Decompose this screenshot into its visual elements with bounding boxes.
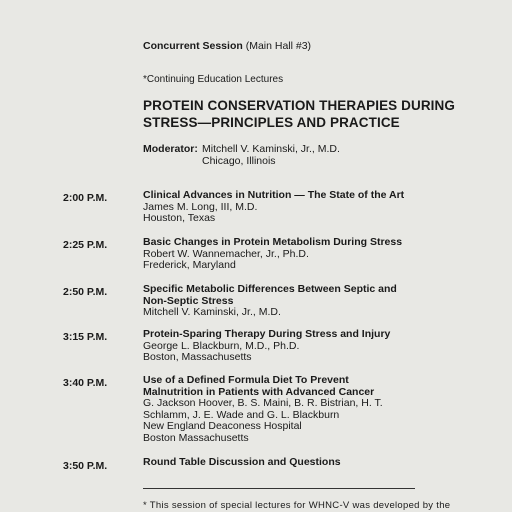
session-label: Concurrent Session — [143, 40, 243, 52]
footnote-divider — [143, 488, 415, 489]
moderator-block — [143, 143, 340, 167]
schedule-item — [143, 190, 404, 225]
talk-speaker: Robert W. Wannemacher, Jr., Ph.D. — [143, 247, 309, 260]
schedule-time: 3:40 P.M. — [63, 377, 108, 389]
talk-speaker: James M. Long, III, M.D. — [143, 200, 258, 213]
talk-title: Clinical Advances in Nutrition — The State of the Art — [143, 189, 405, 201]
talk-institution: New England Deaconess Hospital — [143, 420, 302, 432]
session-heading — [143, 40, 311, 52]
session-hall: (Main Hall #3) — [242, 40, 312, 52]
talk-title: Non-Septic Stress — [143, 294, 234, 307]
footnote: * This session of special lectures for WHNC-V was developed by the — [143, 500, 451, 511]
talk-location: Boston, Massachusetts — [143, 351, 252, 363]
talk-title: Round Table Discussion and Questions — [143, 456, 341, 468]
session-title-line: PROTEIN CONSERVATION THERAPIES DURING — [143, 98, 455, 113]
talk-title: Specific Metabolic Differences Between Septic and — [143, 283, 397, 295]
talk-location: Houston, Texas — [143, 212, 216, 224]
moderator-label: Moderator: — [143, 143, 198, 155]
schedule-time: 3:15 P.M. — [63, 331, 108, 343]
moderator-name: Mitchell V. Kaminski, Jr., M.D. — [202, 143, 340, 155]
schedule-time: 2:25 P.M. — [63, 239, 108, 251]
session-title-line: STRESS—PRINCIPLES AND PRACTICE — [143, 115, 400, 130]
talk-authors: G. Jackson Hoover, B. S. Maini, B. R. Bistrian, H. T. — [143, 397, 383, 409]
talk-location: Frederick, Maryland — [143, 259, 236, 271]
continuing-education-note: *Continuing Education Lectures — [143, 74, 284, 85]
schedule-time: 2:00 P.M. — [63, 192, 108, 204]
schedule-item — [143, 284, 397, 319]
talk-title: Basic Changes in Protein Metabolism During Stress — [143, 236, 403, 248]
schedule-item — [143, 457, 341, 469]
talk-speaker: Mitchell V. Kaminski, Jr., M.D. — [143, 306, 281, 318]
moderator-location: Chicago, Illinois — [202, 154, 276, 167]
talk-speaker: George L. Blackburn, M.D., Ph.D. — [143, 339, 300, 352]
talk-title: Protein-Sparing Therapy During Stress and Injury — [143, 328, 391, 340]
talk-title: Use of a Defined Formula Diet To Prevent — [143, 374, 349, 386]
schedule-item — [143, 237, 402, 272]
talk-title: Malnutrition in Patients with Advanced Cancer — [143, 385, 375, 398]
schedule-time: 2:50 P.M. — [63, 286, 108, 298]
schedule-time: 3:50 P.M. — [63, 460, 108, 472]
schedule-item — [143, 329, 390, 364]
schedule-item — [143, 375, 383, 444]
talk-authors: Schlamm, J. E. Wade and G. L. Blackburn — [143, 408, 340, 421]
talk-location: Boston Massachusetts — [143, 431, 249, 444]
session-title — [143, 97, 455, 131]
